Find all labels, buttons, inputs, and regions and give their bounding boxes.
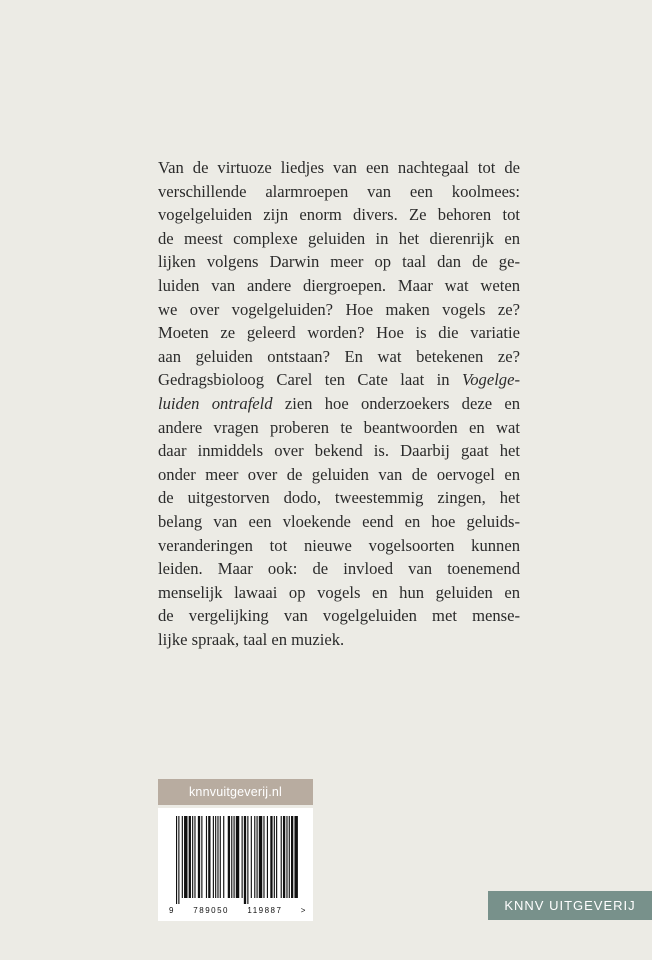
barcode-bars <box>158 808 313 908</box>
blurb-line: we over vogelgeluiden? Hoe maken vogels ze? <box>158 299 520 319</box>
barcode-bar <box>236 816 239 898</box>
blurb-line <box>158 368 520 392</box>
blurb-line: lijken volgens Darwin meer op taal dan de ge- <box>158 252 520 272</box>
barcode-bar <box>198 816 200 898</box>
blurb-text: Gedragsbioloog Carel ten Cate laat in <box>158 370 462 390</box>
barcode-bar <box>242 816 243 898</box>
blurb-line: belang van een vloekende eend en hoe geluids- <box>158 511 520 531</box>
blurb-line: menselijk lawaai op vogels en hun geluiden en <box>158 582 520 602</box>
barcode-bar <box>184 816 187 898</box>
blurb-line: onder meer over de geluiden van de oervogel en <box>158 464 520 484</box>
barcode-bar <box>274 816 275 898</box>
book-title-part: luiden ontrafeld <box>158 393 273 413</box>
blurb-line: de uitgestorven dodo, tweestemmig zingen, het <box>158 488 520 508</box>
blurb-line <box>158 392 520 416</box>
blurb-text: zien hoe onderzoekers deze en <box>272 393 520 413</box>
barcode-bar <box>178 816 179 904</box>
barcode-bar <box>276 816 277 898</box>
barcode-bar <box>220 816 221 898</box>
barcode-bar <box>247 816 248 904</box>
isbn-quiet-zone-mark: > <box>300 906 307 915</box>
barcode-bar <box>217 816 218 898</box>
barcode-bar <box>201 816 202 898</box>
website-url-text: knnvuitgeverij.nl <box>188 785 283 799</box>
barcode-bar <box>286 816 287 898</box>
barcode-bar <box>192 816 193 898</box>
isbn-digits <box>169 906 307 915</box>
barcode-bar <box>251 816 252 898</box>
barcode-bar <box>294 816 297 898</box>
isbn-barcode <box>158 808 313 921</box>
barcode-bar <box>182 816 183 898</box>
back-cover-blurb <box>158 156 520 651</box>
barcode-bar <box>257 816 258 898</box>
barcode-bar <box>223 816 224 898</box>
barcode-bar <box>213 816 214 898</box>
barcode-bar <box>254 816 255 898</box>
isbn-group-left: 789050 <box>193 906 229 915</box>
blurb-line: verschillende alarmroepen van een koolmees: <box>158 181 520 201</box>
barcode-bar <box>194 816 195 898</box>
blurb-line: veranderingen tot nieuwe vogelsoorten kunnen <box>158 535 520 555</box>
barcode-bar <box>289 816 290 898</box>
book-title-part: Vogelge- <box>461 370 520 390</box>
barcode-bar <box>231 816 232 898</box>
barcode-bar <box>281 816 282 898</box>
blurb-line: de meest complexe geluiden in het dierenrijk en <box>158 228 520 248</box>
barcode-bar <box>215 816 216 898</box>
blurb-line: andere vragen proberen te beantwoorden en wat <box>158 417 520 437</box>
blurb-line: lijke spraak, taal en muziek. <box>158 629 345 649</box>
barcode-bar <box>206 816 207 898</box>
isbn-prefix: 9 <box>169 906 175 915</box>
blurb-line: Van de virtuoze liedjes van een nachtegaal tot de <box>158 158 520 177</box>
blurb-line: luiden van andere diergroepen. Maar wat weten <box>158 275 520 295</box>
publisher-logo <box>488 891 652 920</box>
publisher-name: KNNV UITGEVERIJ <box>504 898 636 913</box>
barcode-bar <box>270 816 272 898</box>
barcode-bar <box>176 816 177 904</box>
blurb-line: Moeten ze geleerd worden? Hoe is die variatie <box>158 323 520 343</box>
barcode-bar <box>259 816 262 898</box>
blurb-line: vogelgeluiden zijn enorm divers. Ze behoren tot <box>158 205 520 225</box>
barcode-bar <box>244 816 246 904</box>
website-url <box>158 779 313 805</box>
blurb-line: daar inmiddels over bekend is. Daarbij gaat het <box>158 441 520 461</box>
barcode-bar <box>208 816 210 898</box>
barcode-bar <box>189 816 191 898</box>
isbn-group-right: 119887 <box>247 906 283 915</box>
barcode-bar <box>267 816 268 898</box>
blurb-line: de vergelijking van vogelgeluiden met mense- <box>158 606 520 626</box>
barcode-bar <box>228 816 230 898</box>
barcode-bar <box>283 816 285 898</box>
barcode-bar <box>263 816 264 898</box>
blurb-line: aan geluiden ontstaan? En wat betekenen ze? <box>158 346 520 366</box>
barcode-bar <box>291 816 293 898</box>
barcode-bar <box>234 816 235 898</box>
blurb-line: leiden. Maar ook: de invloed van toenemend <box>158 559 520 579</box>
